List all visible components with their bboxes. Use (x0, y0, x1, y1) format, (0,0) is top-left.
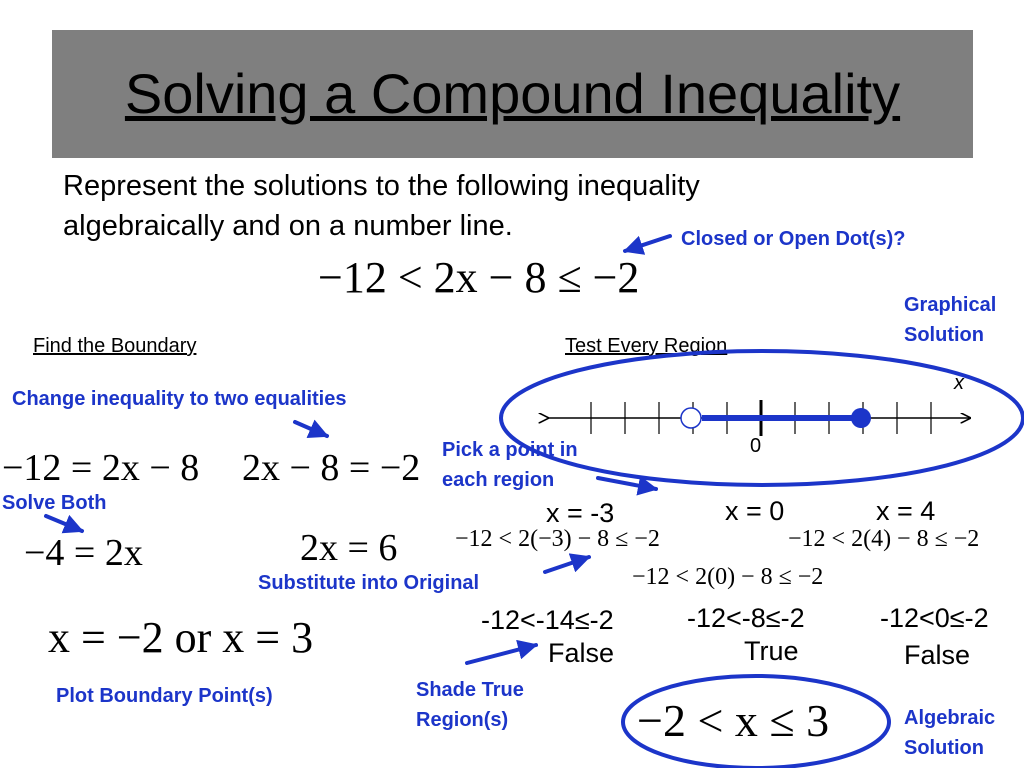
test-sub-2: −12 < 2(0) − 8 ≤ −2 (632, 564, 824, 590)
find-boundary-heading: Find the Boundary (33, 335, 197, 357)
test-result-3: False (904, 640, 971, 670)
open-dot-left (681, 408, 701, 428)
substitute-annotation: Substitute into Original (258, 572, 480, 594)
closed-open-annotation: Closed or Open Dot(s)? (681, 228, 906, 250)
solve-both-annotation: Solve Both (2, 492, 107, 514)
change-inequality-annotation: Change inequality to two equalities (12, 388, 347, 410)
shade-true-annotation-2: Region(s) (416, 709, 509, 731)
algebraic-answer: −2 < x ≤ 3 (637, 695, 830, 746)
arrow-substitute (545, 557, 589, 572)
test-result-2: True (744, 636, 799, 666)
arrow-shade-true (467, 645, 536, 663)
pick-point-annotation-1: Pick a point in (442, 439, 578, 461)
test-eval-1: -12<-14≤-2 (481, 605, 614, 635)
graphical-solution-label-1: Graphical (904, 294, 997, 316)
arrow-closed-open (625, 236, 670, 251)
boundary-eq-left: −12 = 2x − 8 (2, 447, 200, 489)
plot-boundary-annotation: Plot Boundary Point(s) (56, 685, 273, 707)
pick-point-annotation-2: each region (442, 469, 555, 491)
test-pick-2: x = 0 (725, 496, 785, 526)
test-pick-1: x = -3 (546, 498, 615, 528)
test-regions-heading: Test Every Region (565, 335, 728, 357)
closed-dot-right (851, 408, 871, 428)
shade-true-annotation-1: Shade True (416, 679, 524, 701)
algebraic-solution-label-2: Solution (904, 737, 984, 759)
boundary-step-right: 2x = 6 (300, 527, 398, 569)
main-inequality: −12 < 2x − 8 ≤ −2 (318, 253, 640, 302)
slide-title: Solving a Compound Inequality (124, 62, 901, 125)
algebraic-solution-ellipse (623, 676, 889, 768)
annotation-arrows (46, 236, 670, 663)
test-eval-2: -12<-8≤-2 (687, 603, 805, 633)
test-pick-3: x = 4 (876, 496, 936, 526)
boundary-result: x = −2 or x = 3 (48, 613, 314, 662)
intro-text: Represent the solutions to the following inequality algebraically and on a number line. (63, 170, 700, 242)
boundary-eq-right: 2x − 8 = −2 (242, 447, 421, 489)
number-line (548, 400, 970, 436)
arrow-change-inequality (295, 422, 327, 436)
graphical-solution-label-2: Solution (904, 324, 984, 346)
arrow-solve-both (46, 516, 82, 531)
number-line-zero-label: 0 (750, 435, 762, 457)
test-sub-1: −12 < 2(−3) − 8 ≤ −2 (455, 526, 660, 552)
number-line-axis-label: x (954, 372, 964, 394)
test-result-1: False (548, 638, 615, 668)
boundary-step-left: −4 = 2x (24, 532, 143, 574)
test-sub-3: −12 < 2(4) − 8 ≤ −2 (788, 526, 980, 552)
algebraic-solution-label-1: Algebraic (904, 707, 996, 729)
test-eval-3: -12<0≤-2 (880, 603, 989, 633)
